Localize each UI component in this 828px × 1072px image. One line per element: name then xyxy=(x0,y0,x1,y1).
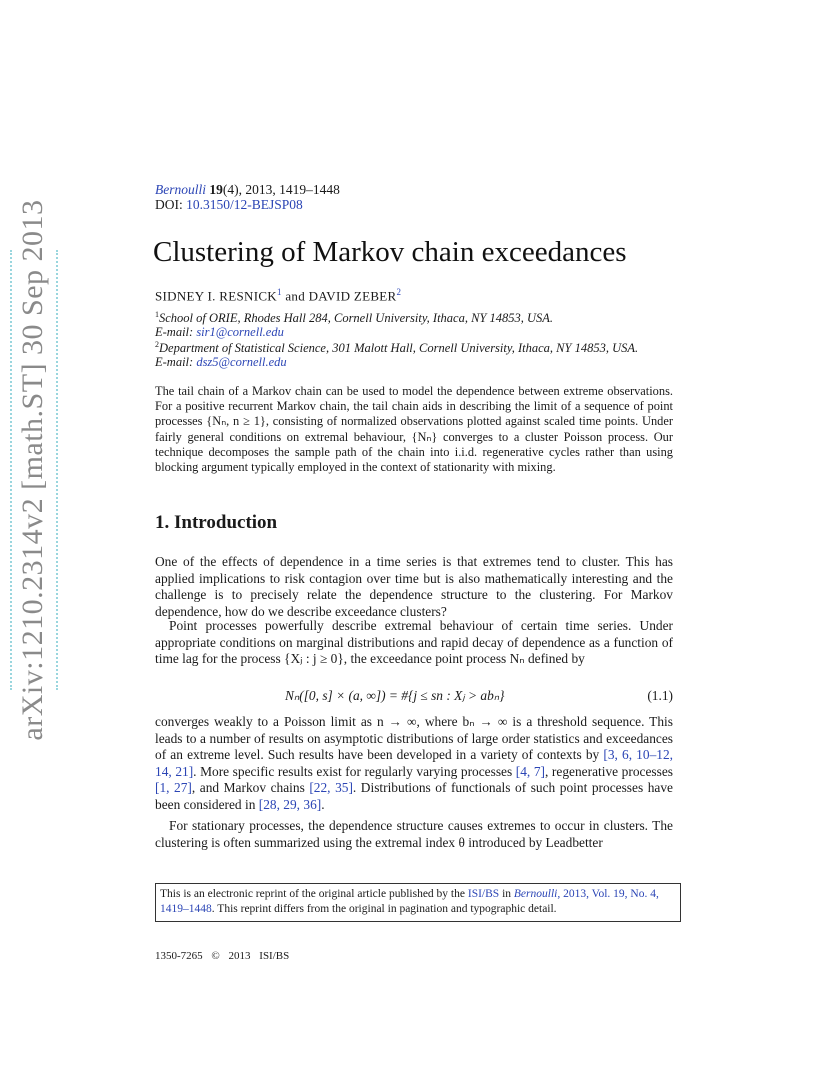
paragraph-text: , regenerative processes xyxy=(545,763,673,779)
citation-link[interactable]: [1, 27] xyxy=(155,780,192,795)
journal-link[interactable]: Bernoulli xyxy=(155,182,206,197)
affiliation xyxy=(155,310,553,326)
arxiv-identifier: arXiv:1210.2314v2 [math.ST] 30 Sep 2013 xyxy=(16,199,49,741)
reprint-text: in xyxy=(499,888,514,900)
doi-label: DOI: xyxy=(155,197,183,212)
affiliation-email xyxy=(155,355,287,370)
section-heading: 1. Introduction xyxy=(155,512,278,533)
copyright-symbol: © xyxy=(211,950,220,962)
citation-link[interactable]: [4, 7] xyxy=(515,763,545,779)
article-link[interactable]: 2013, Vol. 19, No. 4, 1419–1448 xyxy=(160,888,659,915)
equation-number: (1.1) xyxy=(647,688,673,703)
paragraph-text: . More specific results exist for regularly varying processes xyxy=(193,763,516,779)
copyright-holder: 2013 ISI/BS xyxy=(228,950,290,962)
paragraph-text: . xyxy=(321,796,325,812)
author-name: SIDNEY I. RESNICK xyxy=(155,288,277,304)
journal-volume: 19 xyxy=(209,182,223,197)
affiliation-mark: 1 xyxy=(155,310,159,319)
email-link[interactable]: dsz5@cornell.edu xyxy=(196,355,287,369)
abstract: The tail chain of a Markov chain can be used to model the dependence between extreme observations. For a positive recurrent Markov chain, the tail chain aids in describing the limit of a sequence of point processes {Nₙ, n ≥ 1}, consisting of normalized observations plotted against scaled time points. Under fairly general conditions on extremal behaviour, {Nₙ} converges to a cluster Poisson process. Our technique decomposes the sample path of the chain into i.i.d. regenerative cycles rather than using blocking argument typically employed in the context of stationarity with mixing. xyxy=(155,384,673,475)
journal-citation xyxy=(155,182,340,198)
author-list xyxy=(155,287,401,304)
issn: 1350-7265 xyxy=(155,950,203,962)
reprint-note xyxy=(155,883,681,922)
affiliation xyxy=(155,340,638,356)
email-link[interactable]: sir1@cornell.edu xyxy=(196,325,284,339)
affiliation-mark: 2 xyxy=(155,340,159,349)
email-label: E-mail: xyxy=(155,325,197,339)
author-conjunction: and xyxy=(281,288,309,304)
equation-formula: Nₙ([0, s] × (a, ∞]) = #{j ≤ sn : Xⱼ > abₙ} xyxy=(285,688,505,703)
reprint-text: This is an electronic reprint of the original article published by the xyxy=(160,888,468,900)
paper-title: Clustering of Markov chain exceedances xyxy=(153,236,627,268)
paragraph-text: , and Markov chains xyxy=(191,780,310,795)
journal-issue: (4), 2013, 1419–1448 xyxy=(222,182,340,197)
citation-link[interactable]: [28, 29, 36] xyxy=(258,796,322,812)
email-label: E-mail: xyxy=(155,355,197,369)
affiliation-text: Department of Statistical Science, 301 Malott Hall, Cornell University, Ithaca, NY 14853, USA. xyxy=(159,341,639,356)
publisher-link[interactable]: ISI/BS xyxy=(467,888,500,900)
author-name: DAVID ZEBER xyxy=(308,288,397,304)
paragraph xyxy=(155,714,673,813)
affiliation-text: School of ORIE, Rhodes Hall 284, Cornell University, Ithaca, NY 14853, USA. xyxy=(159,311,554,326)
paragraph-text: converges weakly to a Poisson limit as n → ∞, where bₙ → ∞ is a threshold sequence. This leads to a number of results on asymptotic distributions of large order statistics and exceedances of an extreme level. Such results have been developed in a variety of contexts by xyxy=(155,714,673,762)
paragraph: Point processes powerfully describe extremal behaviour of certain time series. Under appropriate conditions on marginal distributions and rapid decay of dependence as a function of time lag for the process {Xⱼ : j ≥ 0}, the exceedance point process Nₙ defined by xyxy=(155,618,673,666)
doi-line xyxy=(155,197,303,213)
reprint-text: . This reprint differs from the original in pagination and typographic detail. xyxy=(211,903,557,915)
author-affiliation-mark[interactable]: 2 xyxy=(396,287,402,297)
journal-link[interactable]: Bernoulli, xyxy=(513,888,561,900)
paragraph: For stationary processes, the dependence structure causes extremes to occur in clusters. The clustering is often summarized using the extremal index θ introduced by Leadbetter xyxy=(155,818,673,850)
citation-link[interactable]: [22, 35] xyxy=(309,780,353,795)
citation-link[interactable]: [3, 6, 10–12, 14, 21] xyxy=(155,747,673,779)
paragraph-text: . Distributions of functionals of such point processes have been considered in xyxy=(155,780,673,812)
footer-issn xyxy=(155,950,289,962)
author-affiliation-mark[interactable]: 1 xyxy=(276,287,282,297)
paragraph: One of the effects of dependence in a time series is that extremes tend to cluster. This has applied implications to risk contagion over time but is also mathematically interesting and the challenge is to precisely relate the dependence structure to the clustering. For Markov dependence, how do we describe exceedance clusters? xyxy=(155,554,673,619)
doi-link[interactable]: 10.3150/12-BEJSP08 xyxy=(186,197,303,212)
affiliation-email xyxy=(155,325,284,340)
